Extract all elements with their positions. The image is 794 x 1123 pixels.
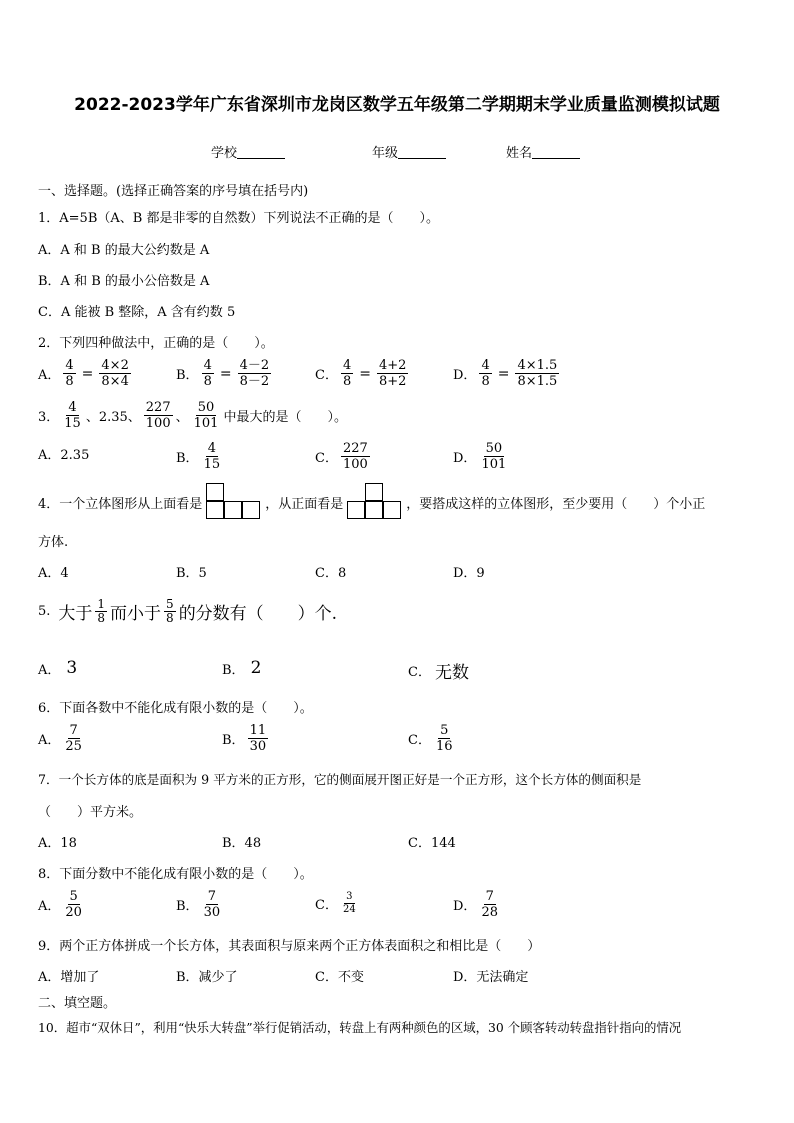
q2-c-label: C．: [315, 368, 338, 383]
q4-option-c: [315, 562, 346, 581]
top-view-cell: [242, 501, 260, 519]
q2-option-d: [453, 358, 562, 389]
numerator: 11: [249, 723, 267, 738]
q2-a-label: A．: [38, 368, 61, 383]
equals-sign: =: [219, 365, 232, 382]
denominator: 8: [97, 611, 106, 625]
q2-b-right-fraction: [238, 358, 272, 389]
denominator: 25: [65, 739, 82, 754]
q5-number: 5.: [38, 604, 51, 619]
q4-stem-line2: 方体.: [38, 535, 69, 550]
q5-option-a: [38, 658, 77, 678]
q4-a-text: A．4: [38, 566, 69, 581]
denominator: 8: [166, 611, 174, 625]
q8-c-fraction: [341, 891, 358, 916]
q6-option-c: [408, 723, 458, 754]
q5-text-2: 而小于: [110, 604, 162, 624]
denominator: 30: [249, 739, 267, 754]
q9-c-text: C．不变: [315, 970, 364, 985]
denominator: 30: [203, 905, 221, 920]
q5-c-value: 无数: [434, 663, 469, 683]
q7-option-b: [222, 832, 261, 851]
q3-d-label: D．: [453, 451, 477, 466]
q8-a-fraction: [63, 889, 84, 920]
q3-number: 3．: [38, 410, 60, 425]
q8-c-label: C．: [315, 898, 338, 913]
q2-stem: 2．下列四种做法中，正确的是（ ）。: [38, 336, 274, 351]
q2-a-left-fraction: [63, 358, 75, 389]
top-view-figure: [206, 483, 261, 521]
q5-fraction-1: [95, 598, 107, 625]
exam-title: 2022-2023学年广东省深圳市龙岗区数学五年级第二学期期末学业质量监测模拟试题: [74, 95, 720, 115]
numerator: 4: [481, 358, 490, 373]
q3-b-fraction: [202, 441, 223, 472]
denominator: 100: [145, 416, 171, 431]
front-view-cell: [383, 501, 401, 519]
numerator: 227: [145, 400, 171, 415]
numerator: 7: [207, 889, 216, 904]
q8-option-b: [176, 889, 225, 920]
numerator: 5: [440, 723, 449, 738]
q4-c-text: C．8: [315, 566, 347, 581]
q3-option-b: [176, 441, 225, 472]
denominator: 28: [481, 905, 498, 920]
denominator: 8: [342, 374, 352, 389]
numerator: 4: [207, 441, 216, 456]
q6-c-fraction: [434, 723, 455, 754]
numerator: 5: [69, 889, 78, 904]
q1-option-a: A．A 和 B 的最大公约数是 A: [38, 243, 210, 258]
q3-d-fraction: [479, 441, 508, 472]
q4-stem-line1: [38, 483, 705, 521]
q9-d-text: D．无法确定: [453, 970, 529, 985]
q3-option-a: [38, 444, 89, 463]
q1-stem: 1．A=5B（A、B 都是非零的自然数）下列说法不正确的是（ ）。: [38, 211, 439, 226]
denominator: 8: [481, 374, 490, 389]
numerator: 4×1.5: [517, 358, 558, 373]
numerator: 227: [342, 441, 368, 456]
denominator: 15: [203, 457, 221, 472]
q8-stem: 8．下面分数中不能化成有限小数的是（ ）。: [38, 867, 313, 882]
q8-d-label: D．: [453, 899, 477, 914]
q4-b-text: B．5: [176, 566, 207, 581]
grade-blank: [398, 146, 446, 159]
numerator: 4: [203, 358, 212, 373]
denominator: 101: [193, 416, 219, 431]
school-blank: [237, 146, 285, 159]
numerator: 7: [485, 889, 494, 904]
q8-b-fraction: [202, 889, 223, 920]
q9-option-d: [453, 966, 528, 985]
q4-option-b: [176, 562, 207, 581]
q2-option-b: [176, 358, 274, 389]
q8-option-c: [315, 891, 361, 916]
front-view-cell: [365, 501, 383, 519]
q5-stem: [38, 598, 337, 625]
name-field: [506, 142, 580, 161]
q4-part3: ，要搭成这样的立体图形，至少要用（ ）个小正: [406, 496, 706, 512]
q4-part1: 4．一个立体图形从上面看是: [38, 496, 203, 512]
q9-a-text: A．增加了: [38, 970, 100, 985]
q2-d-label: D．: [453, 368, 477, 383]
q8-b-label: B．: [176, 899, 199, 914]
q5-text-3: 的分数有（ ）个.: [178, 604, 338, 624]
q3-option-c: [315, 441, 373, 472]
section2-heading: 二、填空题。: [38, 996, 117, 1011]
q3-c-fraction: [341, 441, 370, 472]
name-label: 姓名: [506, 146, 533, 161]
denominator: 16: [435, 739, 453, 754]
q6-stem: 6．下面各数中不能化成有限小数的是（ ）。: [38, 701, 313, 716]
denominator: 100: [342, 457, 368, 472]
front-view-cell: [347, 501, 365, 519]
q4-d-text: D．9: [453, 566, 485, 581]
equals-sign: =: [81, 365, 94, 382]
q5-a-value: 3: [66, 658, 78, 678]
top-view-cell: [224, 501, 242, 519]
front-view-figure: [347, 483, 402, 521]
q4-part2: ，从正面看是: [265, 496, 344, 512]
q10-stem: 10．超市“双休日”，利用“快乐大转盘”举行促销活动，转盘上有两种颜色的区域，30 个顾客转动转盘指针指向的情况: [38, 1020, 682, 1035]
q2-c-left-fraction: [341, 358, 353, 389]
q9-option-b: [176, 966, 238, 985]
numerator: 4+2: [378, 358, 407, 373]
q5-option-b: [222, 658, 261, 678]
grade-field: [372, 142, 446, 161]
q3-fraction-2: [144, 400, 173, 431]
q5-fraction-2: [164, 598, 176, 625]
school-field: [211, 142, 285, 161]
numerator: 5: [166, 597, 174, 611]
denominator: 8－2: [239, 374, 270, 389]
denominator: 8: [65, 374, 74, 389]
q2-a-right-fraction: [99, 358, 130, 389]
numerator: 3: [346, 891, 353, 902]
denominator: 8: [203, 374, 212, 389]
q8-option-d: [453, 889, 503, 920]
q8-d-fraction: [479, 889, 500, 920]
q5-a-label: A．: [38, 662, 61, 678]
q3-stem: [38, 400, 347, 431]
q3-fraction-1: [62, 400, 83, 431]
denominator: 24: [342, 904, 356, 915]
q3-separator-1: 、2.35、: [85, 410, 141, 425]
numerator: 1: [97, 597, 106, 611]
q5-b-label: B．: [222, 662, 245, 678]
q2-d-right-fraction: [515, 358, 559, 389]
q2-d-left-fraction: [479, 358, 491, 389]
q9-option-c: [315, 966, 364, 985]
denominator: 8+2: [378, 374, 407, 389]
q7-b-text: B．48: [222, 836, 262, 851]
denominator: 15: [64, 416, 81, 431]
numerator: 4: [342, 358, 352, 373]
q6-option-a: [38, 723, 87, 754]
q2-c-right-fraction: [377, 358, 408, 389]
numerator: 4: [65, 358, 74, 373]
q5-b-value: 2: [250, 658, 262, 678]
equals-sign: =: [359, 365, 371, 382]
q7-a-text: A．18: [38, 836, 77, 851]
q3-c-label: C．: [315, 451, 338, 466]
q3-b-label: B．: [176, 451, 199, 466]
numerator: 50: [485, 441, 503, 456]
denominator: 101: [481, 457, 507, 472]
q7-option-a: [38, 832, 77, 851]
numerator: 4－2: [239, 358, 270, 373]
q6-c-label: C．: [408, 733, 431, 748]
q9-option-a: [38, 966, 99, 985]
q8-a-label: A．: [38, 899, 61, 914]
q6-b-fraction: [248, 723, 269, 754]
q5-text-1: 大于: [58, 604, 93, 624]
top-view-cell: [206, 483, 224, 501]
q7-stem-line2: （ ）平方米。: [38, 805, 143, 820]
numerator: 7: [69, 723, 78, 738]
grade-label: 年级: [372, 146, 399, 161]
q6-b-label: B．: [222, 733, 245, 748]
numerator: 4×2: [101, 358, 129, 373]
name-blank: [532, 146, 580, 159]
q4-option-a: [38, 562, 69, 581]
q3-tail: 中最大的是（ ）。: [223, 410, 347, 425]
q6-a-label: A．: [38, 733, 61, 748]
front-view-cell: [365, 483, 383, 501]
q2-option-a: [38, 358, 134, 389]
q2-b-label: B．: [176, 368, 199, 383]
denominator: 8×1.5: [517, 374, 558, 389]
q1-option-b: B．A 和 B 的最小公倍数是 A: [38, 274, 210, 289]
top-view-cell: [206, 501, 224, 519]
section1-heading: 一、选择题。(选择正确答案的序号填在括号内): [38, 184, 309, 199]
q5-option-c: [408, 658, 469, 683]
denominator: 20: [65, 905, 82, 920]
q8-option-a: [38, 889, 87, 920]
q7-option-c: [408, 832, 456, 851]
q3-option-d: [453, 441, 511, 472]
q6-option-b: [222, 723, 271, 754]
q5-c-label: C．: [408, 665, 431, 680]
q1-option-c: C．A 能被 B 整除，A 含有约数 5: [38, 305, 236, 320]
q9-b-text: B．减少了: [176, 970, 238, 985]
q7-stem-line1: 7．一个长方体的底是面积为 9 平方米的正方形，它的侧面展开图正好是一个正方形，这个长方体的侧面积是: [38, 772, 642, 787]
q3-a-text: A．2.35: [38, 448, 90, 463]
q3-fraction-3: [192, 400, 221, 431]
q9-stem: 9．两个正方体拼成一个长方体，其表面积与原来两个正方体表面积之和相比是（ ）: [38, 939, 541, 954]
q6-a-fraction: [63, 723, 84, 754]
q3-separator-2: 、: [175, 410, 189, 425]
numerator: 4: [68, 400, 77, 415]
q2-b-left-fraction: [202, 358, 214, 389]
numerator: 50: [197, 400, 215, 415]
q7-c-text: C．144: [408, 836, 456, 851]
school-label: 学校: [211, 146, 238, 161]
q2-option-c: [315, 358, 411, 389]
q4-option-d: [453, 562, 485, 581]
denominator: 8×4: [101, 374, 129, 389]
equals-sign: =: [497, 365, 510, 382]
